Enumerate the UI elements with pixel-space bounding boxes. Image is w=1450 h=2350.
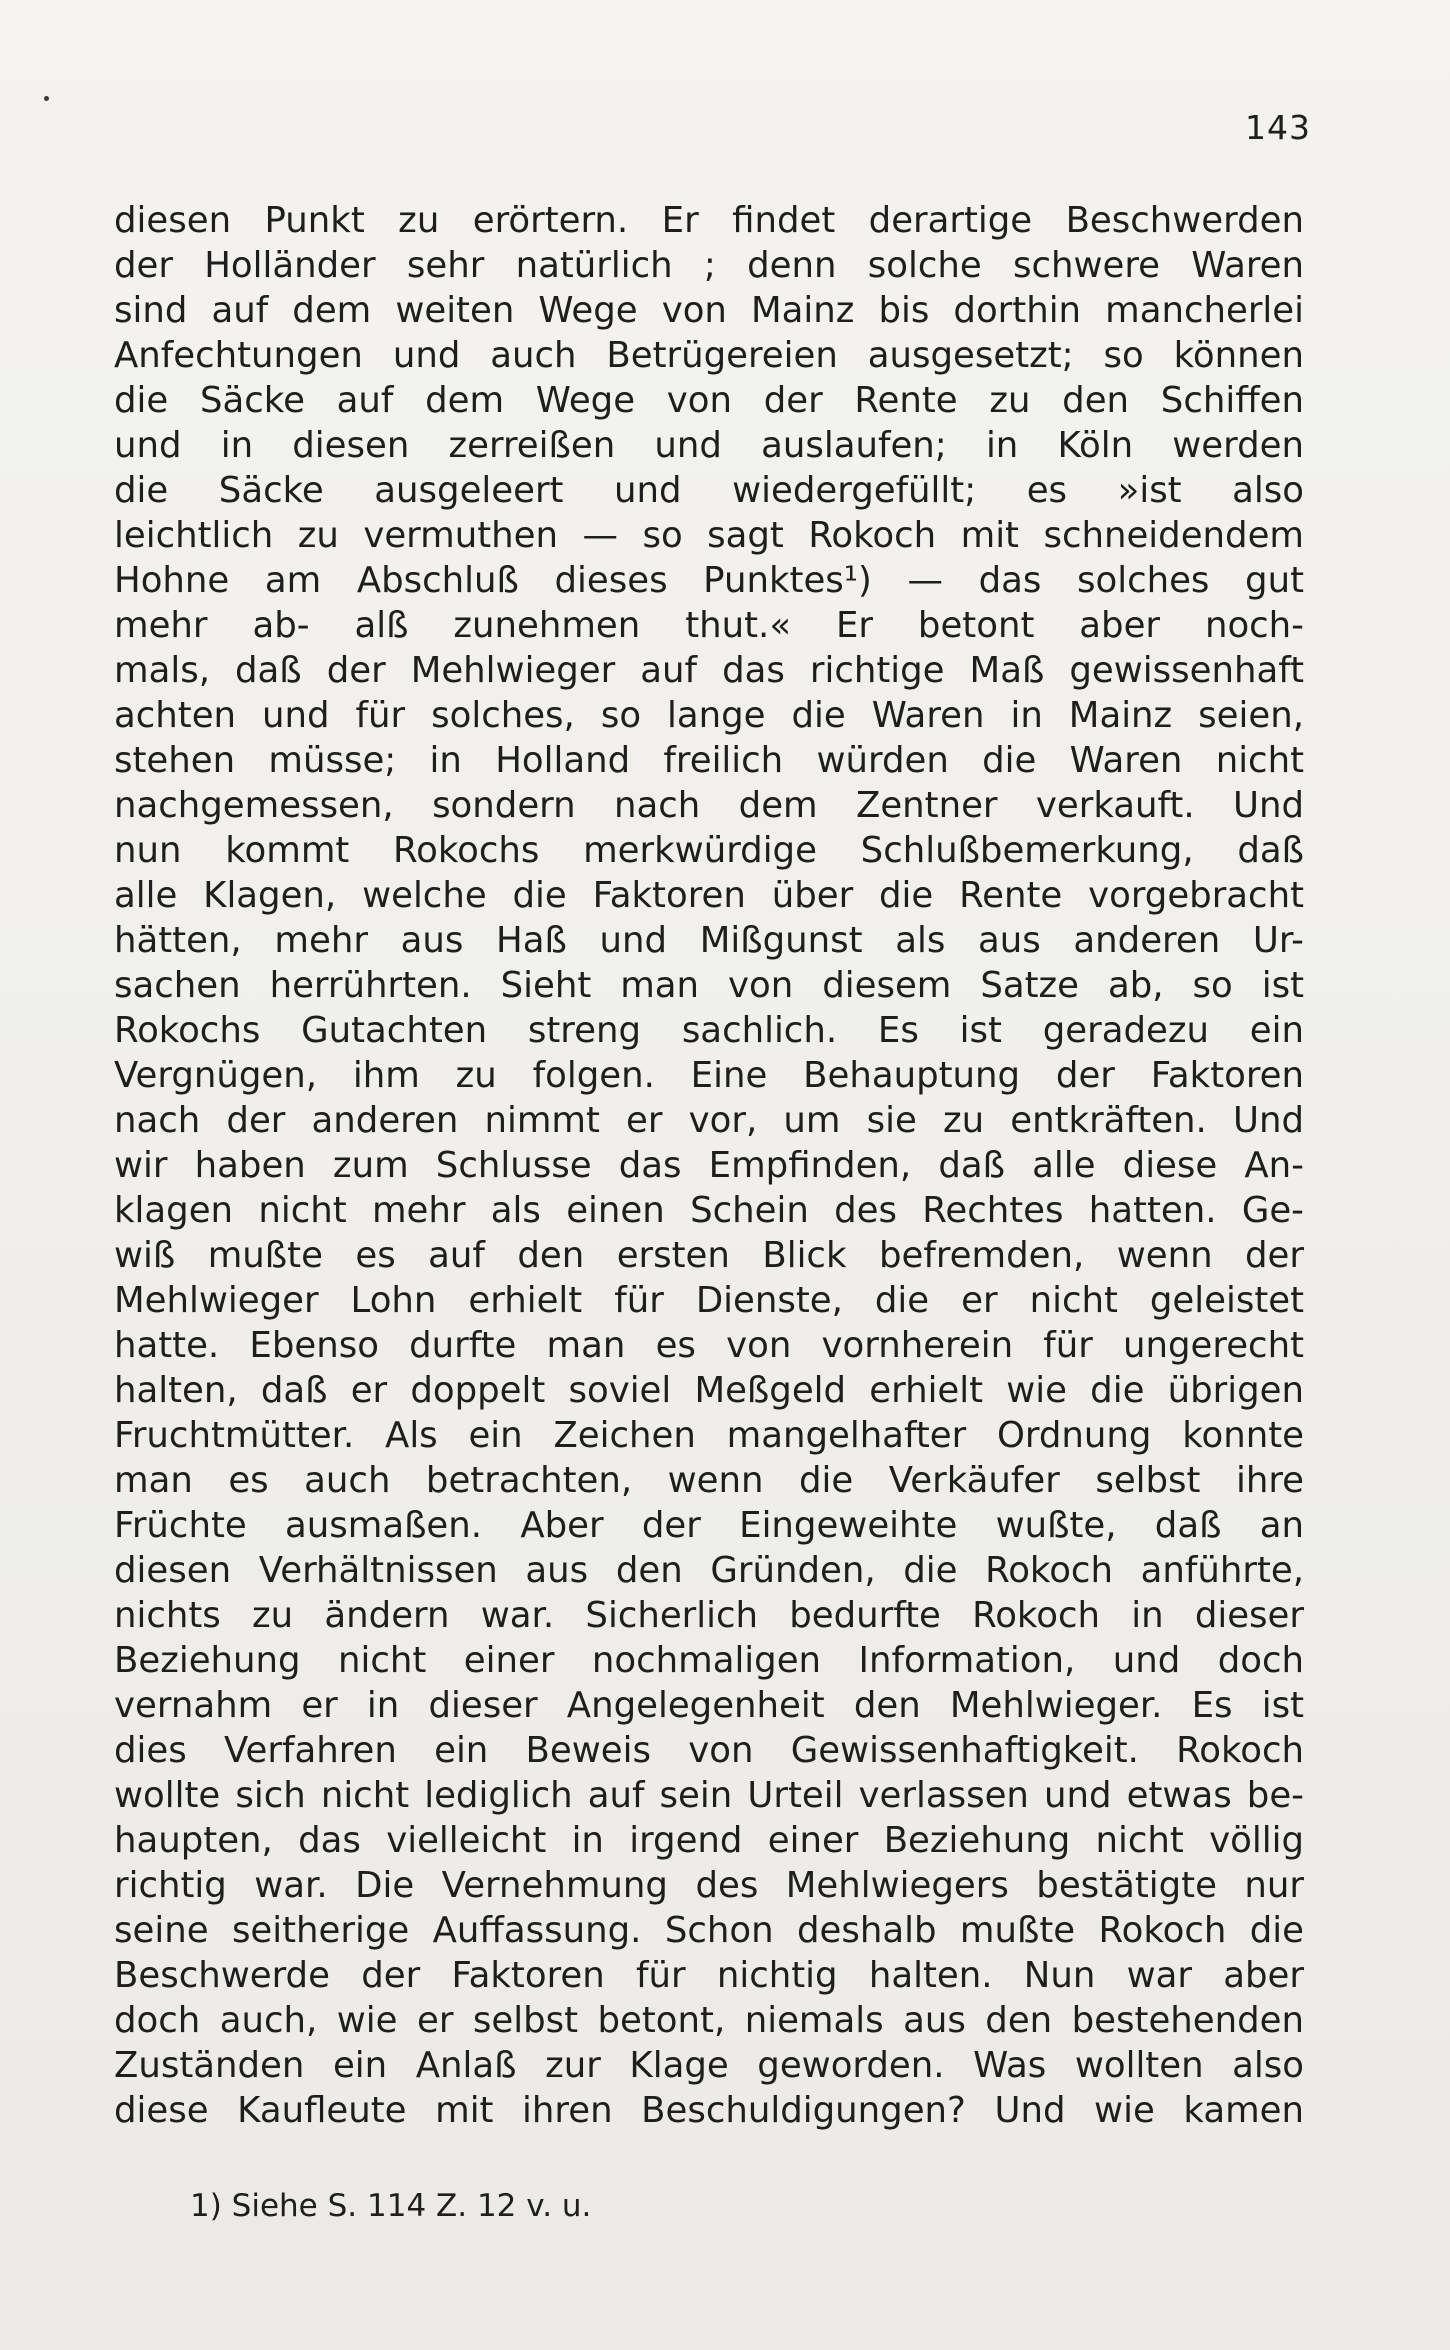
text-line: Früchte ausmaßen. Aber der Eingeweihte wußte, daß an — [114, 1505, 1304, 1546]
text-line: stehen müsse; in Holland freilich würden die Waren nicht — [114, 740, 1304, 781]
text-line: nun kommt Rokochs merkwürdige Schlußbemerkung, daß — [114, 830, 1304, 871]
text-line: richtig war. Die Vernehmung des Mehlwiegers bestätigte nur — [114, 1865, 1304, 1906]
text-line: mehr ab- alß zunehmen thut.« Er betont aber noch- — [114, 605, 1304, 646]
text-line: halten, daß er doppelt soviel Meßgeld erhielt wie die übrigen — [114, 1370, 1304, 1411]
text-line: nichts zu ändern war. Sicherlich bedurfte Rokoch in dieser — [114, 1595, 1304, 1636]
text-line: wollte sich nicht lediglich auf sein Urteil verlassen und etwas be- — [114, 1775, 1304, 1816]
text-line: die Säcke auf dem Wege von der Rente zu den Schiffen — [114, 380, 1304, 421]
text-line: und in diesen zerreißen und auslaufen; in Köln werden — [114, 425, 1304, 466]
text-line: sind auf dem weiten Wege von Mainz bis dorthin mancherlei — [114, 290, 1304, 331]
text-line: haupten, das vielleicht in irgend einer Beziehung nicht völlig — [114, 1820, 1304, 1861]
text-line: alle Klagen, welche die Faktoren über die Rente vorgebracht — [114, 875, 1304, 916]
text-line: sachen herrührten. Sieht man von diesem Satze ab, so ist — [114, 965, 1304, 1006]
ink-dot — [44, 96, 49, 101]
text-line: Vergnügen, ihm zu folgen. Eine Behauptung der Faktoren — [114, 1055, 1304, 1096]
footnote: 1) Siehe S. 114 Z. 12 v. u. — [190, 2188, 592, 2224]
body-text — [114, 198, 1304, 2133]
text-line: Anfechtungen und auch Betrügereien ausgesetzt; so können — [114, 335, 1304, 376]
text-line: hätten, mehr aus Haß und Mißgunst als aus anderen Ur- — [114, 920, 1304, 961]
page-number: 143 — [1245, 108, 1311, 147]
text-line: dies Verfahren ein Beweis von Gewissenhaftigkeit. Rokoch — [114, 1730, 1304, 1771]
text-line: Fruchtmütter. Als ein Zeichen mangelhafter Ordnung konnte — [114, 1415, 1304, 1456]
text-line: diese Kaufleute mit ihren Beschuldigungen? Und wie kamen — [114, 2090, 1304, 2131]
text-line: mals, daß der Mehlwieger auf das richtige Maß gewissenhaft — [114, 650, 1304, 691]
text-line: hatte. Ebenso durfte man es von vornherein für ungerecht — [114, 1325, 1304, 1366]
text-line: nachgemessen, sondern nach dem Zentner verkauft. Und — [114, 785, 1304, 826]
text-line: diesen Verhältnissen aus den Gründen, die Rokoch anführte, — [114, 1550, 1304, 1591]
text-line: Hohne am Abschluß dieses Punktes¹) — das solches gut — [114, 560, 1304, 601]
text-line: die Säcke ausgeleert und wiedergefüllt; es »ist also — [114, 470, 1304, 511]
text-line: Beschwerde der Faktoren für nichtig halten. Nun war aber — [114, 1955, 1304, 1996]
text-line: der Holländer sehr natürlich ; denn solche schwere Waren — [114, 245, 1304, 286]
text-line: Beziehung nicht einer nochmaligen Information, und doch — [114, 1640, 1304, 1681]
text-line: wiß mußte es auf den ersten Blick befremden, wenn der — [114, 1235, 1304, 1276]
text-line: achten und für solches, so lange die Waren in Mainz seien, — [114, 695, 1304, 736]
text-line: man es auch betrachten, wenn die Verkäufer selbst ihre — [114, 1460, 1304, 1501]
text-line: klagen nicht mehr als einen Schein des Rechtes hatten. Ge- — [114, 1190, 1304, 1231]
text-line: Rokochs Gutachten streng sachlich. Es ist geradezu ein — [114, 1010, 1304, 1051]
text-line: leichtlich zu vermuthen — so sagt Rokoch mit schneidendem — [114, 515, 1304, 556]
text-line: doch auch, wie er selbst betont, niemals aus den bestehenden — [114, 2000, 1304, 2041]
text-line: nach der anderen nimmt er vor, um sie zu entkräften. Und — [114, 1100, 1304, 1141]
text-line: diesen Punkt zu erörtern. Er findet derartige Beschwerden — [114, 200, 1304, 241]
text-line: vernahm er in dieser Angelegenheit den Mehlwieger. Es ist — [114, 1685, 1304, 1726]
text-line: wir haben zum Schlusse das Empfinden, daß alle diese An- — [114, 1145, 1304, 1186]
text-line: seine seitherige Auffassung. Schon deshalb mußte Rokoch die — [114, 1910, 1304, 1951]
text-line: Mehlwieger Lohn erhielt für Dienste, die er nicht geleistet — [114, 1280, 1304, 1321]
text-line: Zuständen ein Anlaß zur Klage geworden. Was wollten also — [114, 2045, 1304, 2086]
